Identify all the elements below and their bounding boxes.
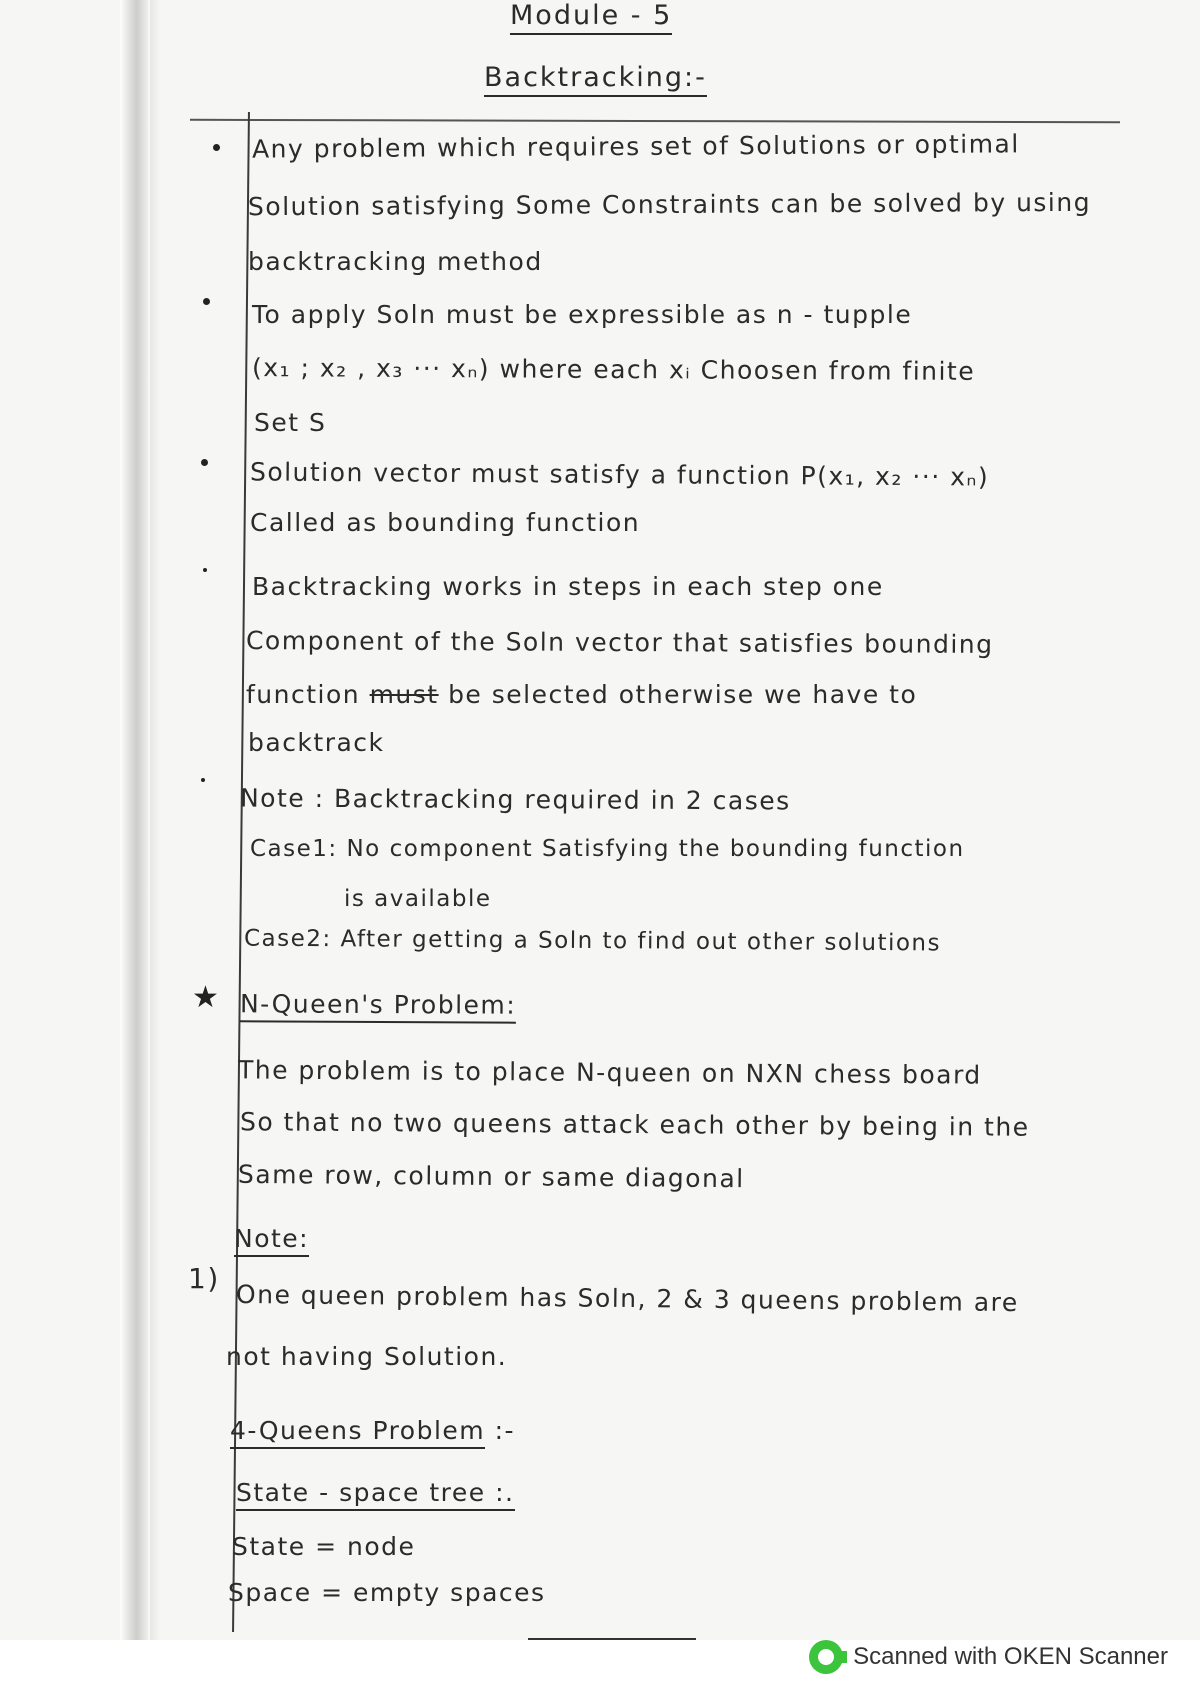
nqueens-line-2: So that no two queens attack each other by being in the	[239, 1107, 1030, 1142]
page-binding-edge	[150, 0, 160, 1640]
note-label: Note:	[234, 1224, 309, 1253]
bullet-1-line-1: Any problem which requires set of Solutions or optimal	[251, 129, 1020, 164]
star-icon: ★	[192, 980, 219, 1015]
space-definition: Space = empty spaces	[228, 1578, 546, 1607]
margin-line	[232, 112, 250, 1632]
bullet-1-line-2: Solution satisfying Some Constraints can be solved by using	[247, 187, 1092, 222]
bullet-4-line-3: function must be selected otherwise we have to	[246, 680, 918, 709]
bullet-4-line-2: Component of the Soln vector that satisfies bounding	[245, 626, 994, 659]
module-title: Module - 5	[510, 0, 672, 31]
bullet-dot	[201, 778, 205, 782]
section-title: Backtracking:-	[484, 62, 707, 93]
bullet-4-line-1: Backtracking works in steps in each step one	[252, 572, 884, 601]
nqueens-line-3: Same row, column or same diagonal	[237, 1159, 745, 1194]
four-queens-heading: 4-Queens Problem :-	[230, 1416, 515, 1445]
nqueens-heading: N-Queen's Problem:	[240, 989, 516, 1019]
bullet-3-line-2: Called as bounding function	[250, 508, 641, 537]
oken-scanner-logo-icon	[809, 1640, 843, 1674]
nqueens-line-1: The problem is to place N-queen on NXN chess board	[237, 1055, 982, 1090]
bullet-2-line-3: Set S	[254, 408, 327, 437]
struck-word: must	[369, 680, 439, 709]
case-1-continued: is available	[344, 886, 492, 912]
bullet-2-line-1: To apply Soln must be expressible as n - tupple	[252, 300, 913, 329]
page-binding-shadow	[120, 0, 148, 1640]
bullet-dot	[213, 144, 220, 151]
state-space-tree-heading: State - space tree :.	[236, 1478, 515, 1507]
bullet-1-line-3: backtracking method	[248, 247, 543, 276]
bottom-rule-line	[528, 1638, 696, 1640]
note-line-a: One queen problem has Soln, 2 & 3 queens problem are	[235, 1279, 1019, 1318]
bullet-3-line-1: Solution vector must satisfy a function P(x₁, x₂ ··· xₙ)	[249, 457, 990, 492]
state-definition: State = node	[232, 1532, 416, 1561]
bullet-dot	[203, 568, 207, 572]
case-2-line: Case2: After getting a Soln to find out other solutions	[243, 925, 942, 957]
scanner-text: Scanned with OKEN Scanner	[853, 1643, 1168, 1670]
scanner-watermark	[809, 1640, 1168, 1674]
bullet-dot	[203, 298, 210, 305]
top-rule-line	[190, 119, 1120, 123]
note-line-1: Note : Backtracking required in 2 cases	[239, 783, 791, 816]
case-1-line: Case1: No component Satisfying the bounding function	[250, 836, 965, 862]
bullet-dot	[201, 459, 208, 466]
bullet-4-line-4: backtrack	[248, 728, 385, 757]
bullet-2-line-2: (x₁ ; x₂ , x₃ ··· xₙ) where each xᵢ Choosen from finite	[251, 353, 976, 386]
note-marker: 1)	[188, 1262, 220, 1295]
note-line-b: not having Solution.	[226, 1342, 508, 1371]
